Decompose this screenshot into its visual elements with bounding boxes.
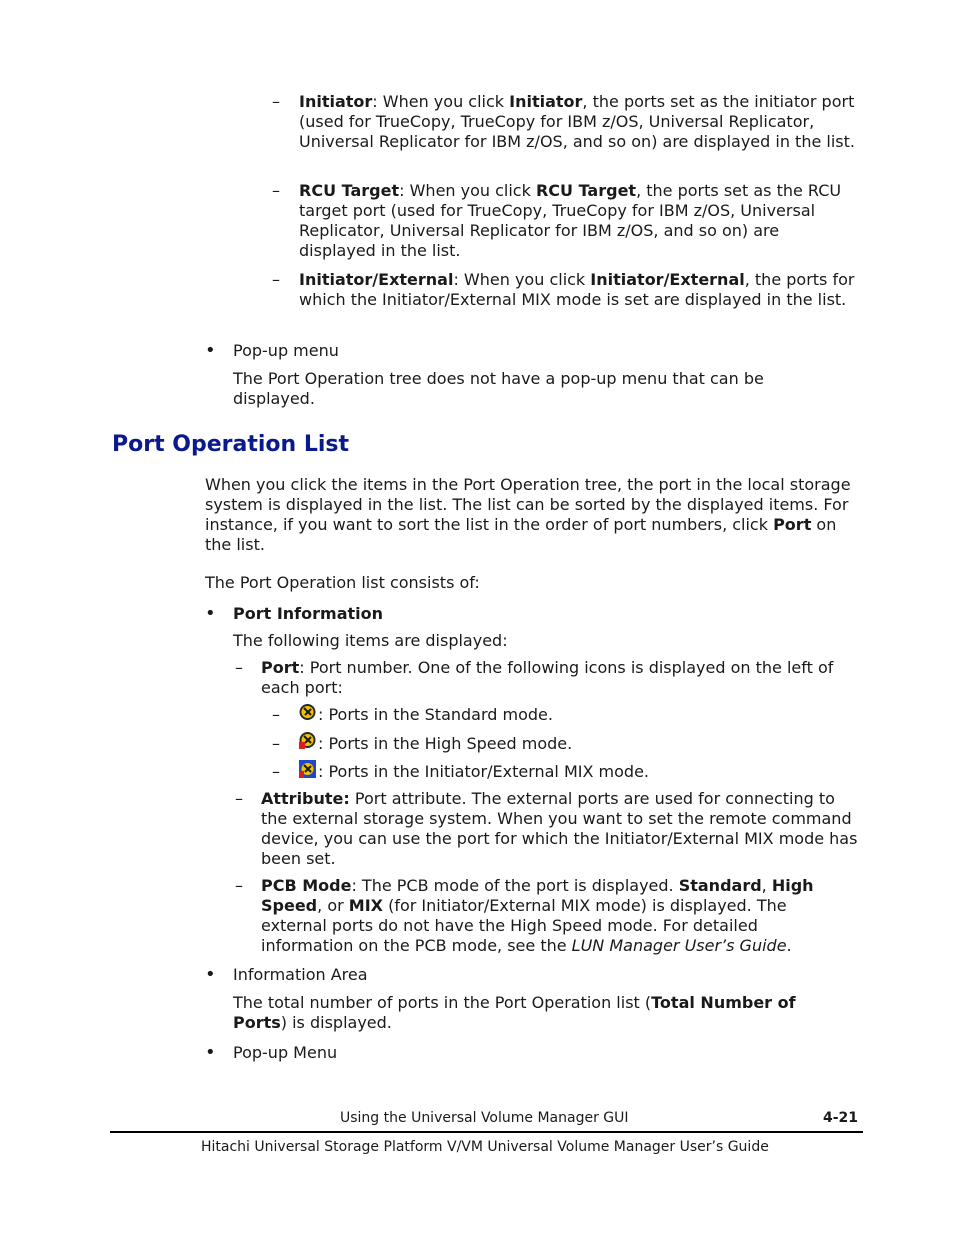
port-info-label: Port Information <box>233 604 383 623</box>
dash-marker: – <box>272 181 280 200</box>
port-high-speed-icon <box>299 731 316 749</box>
footer-chapter: Using the Universal Volume Manager GUI <box>340 1110 629 1126</box>
dash-marker: – <box>235 876 243 895</box>
port-standard-icon <box>299 703 316 721</box>
info-area-desc: The total number of ports in the Port Operation list (Total Number of Ports) is displayed. <box>233 993 796 1032</box>
footer-book-title: Hitachi Universal Storage Platform V/VM Universal Volume Manager User’s Guide <box>201 1139 769 1155</box>
list-item-rcu-target: RCU Target: When you click RCU Target, the ports set as the RCU target port (used for TrueCopy, TrueCopy for IBM z/OS, Universal Replicator, Universal Replicator for IBM z/OS, and so on) are displayed in the list. <box>299 181 842 260</box>
icon-mix-text: : Ports in the Initiator/External MIX mode. <box>318 762 649 781</box>
port-info-desc: The following items are displayed: <box>233 631 508 650</box>
footer-divider <box>110 1131 863 1133</box>
popup-menu-desc: The Port Operation tree does not have a pop-up menu that can be displayed. <box>233 369 764 408</box>
list-item-initiator-external: Initiator/External: When you click Initiator/External, the ports for which the Initiator/External MIX mode is set are displayed in the list. <box>299 270 855 309</box>
list-item-initiator: Initiator: When you click Initiator, the ports set as the initiator port (used for TrueCopy, TrueCopy for IBM z/OS, Universal Replicator, Universal Replicator for IBM z/OS, and so on) are displayed in the list. <box>299 92 855 151</box>
pcb-mode-item: PCB Mode: The PCB mode of the port is displayed. Standard, High Speed, or MIX (for Initiator/External MIX mode) is displayed. The external ports do not have the High Speed mode. For detailed information on the PCB mode, see the LUN Manager User’s Guide. <box>261 876 814 955</box>
icon-standard-text: : Ports in the Standard mode. <box>318 705 553 724</box>
dash-marker: – <box>272 270 280 289</box>
footer-page-number: 4-21 <box>823 1110 859 1126</box>
dash-marker: – <box>272 705 280 724</box>
section-consists: The Port Operation list consists of: <box>205 573 480 592</box>
popup-menu-label: Pop-up menu <box>233 341 339 360</box>
dash-marker: – <box>272 92 280 111</box>
icon-high-speed-text: : Ports in the High Speed mode. <box>318 734 573 753</box>
bullet: • <box>205 964 216 985</box>
bullet: • <box>205 340 216 361</box>
dash-marker: – <box>235 658 243 677</box>
dash-marker: – <box>272 734 280 753</box>
bullet: • <box>205 603 216 624</box>
port-item: Port: Port number. One of the following icons is displayed on the left of each port: <box>261 658 834 697</box>
port-mix-icon <box>299 760 316 778</box>
info-area-label: Information Area <box>233 965 368 984</box>
section-title: Port Operation List <box>112 432 349 457</box>
section-intro: When you click the items in the Port Operation tree, the port in the local storage system is displayed in the list. The list can be sorted by the displayed items. For instance, if you want to sort the list in the order of port numbers, click Port on the list. <box>205 475 851 554</box>
attribute-item: Attribute: Port attribute. The external ports are used for connecting to the external storage system. When you want to set the remote command device, you can use the port for which the Initiator/External MIX mode has been set. <box>261 789 858 868</box>
dash-marker: – <box>235 789 243 808</box>
bullet: • <box>205 1042 216 1063</box>
popup-menu-2-label: Pop-up Menu <box>233 1043 338 1062</box>
dash-marker: – <box>272 762 280 781</box>
